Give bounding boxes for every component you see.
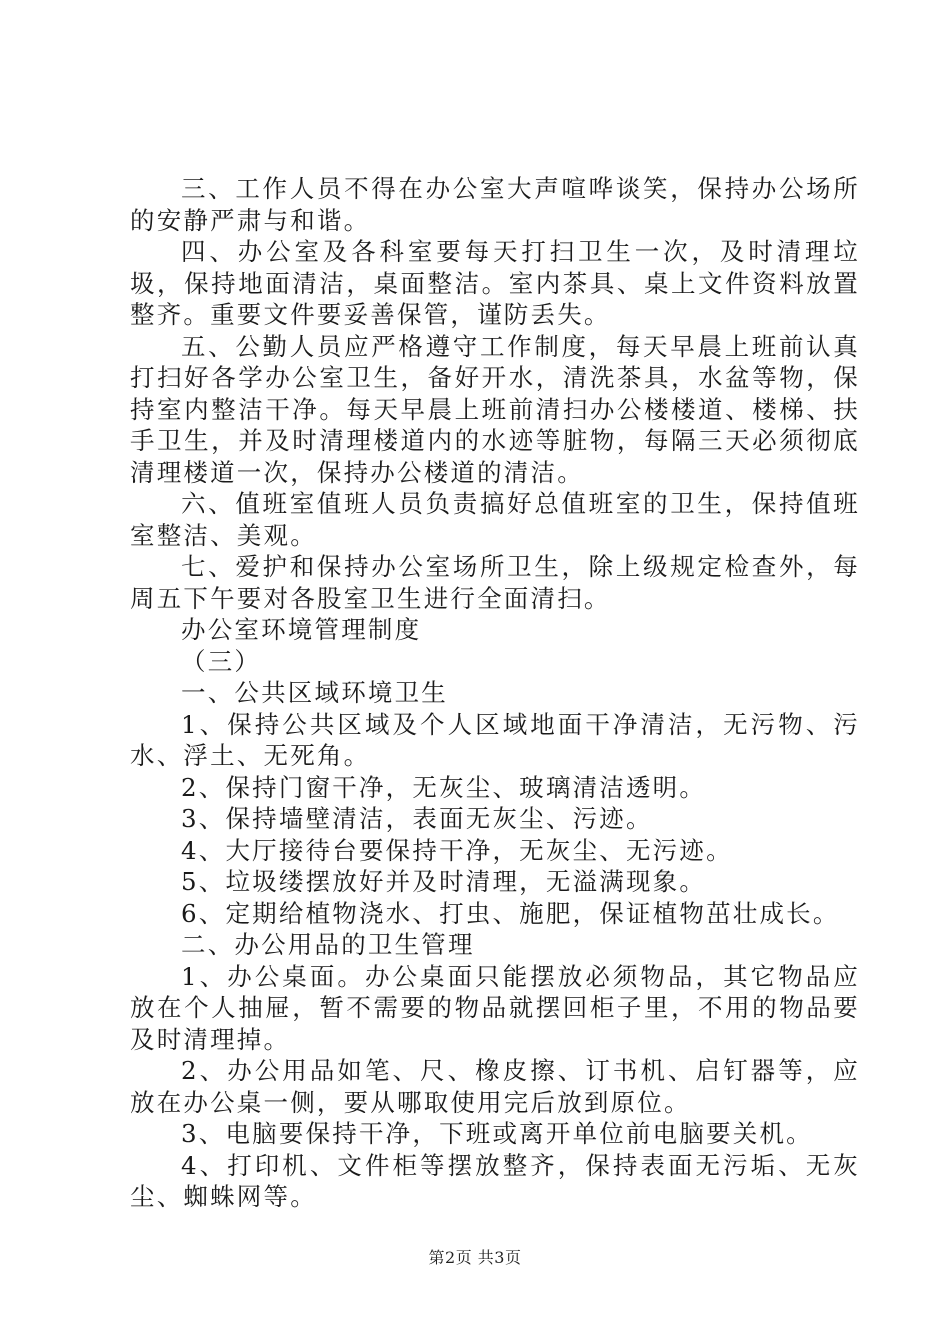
section-title: 办公室环境管理制度 (181, 615, 422, 644)
supplies-item-1: 1、办公桌面。办公桌面只能摆放必须物品，其它物品应放在个人抽屉，暂不需要的物品就摆回柜子里，不用的物品要及时清理掉。 (130, 961, 860, 1054)
public-item-6: 6、定期给植物浇水、打虫、施肥，保证植物茁壮成长。 (181, 898, 840, 928)
public-item-4: 4、大厅接待台要保持干净，无灰尘、无污迹。 (181, 835, 733, 865)
heading-public-area: 一、公共区域环境卫生 (181, 678, 448, 707)
supplies-item-2: 2、办公用品如笔、尺、橡皮擦、订书机、启钉器等，应放在办公桌一侧，要从哪取使用完后放到原位。 (130, 1056, 860, 1117)
section-number: （三） (181, 646, 262, 676)
supplies-item-4: 4、打印机、文件柜等摆放整齐，保持表面无污垢、无灰尘、蜘蛛网等。 (130, 1150, 860, 1211)
paragraph-rule-6: 六、值班室值班人员负责搞好总值班室的卫生，保持值班室整洁、美观。 (130, 489, 860, 550)
supplies-item-3: 3、电脑要保持干净，下班或离开单位前电脑要关机。 (181, 1119, 813, 1148)
paragraph-rule-4: 四、办公室及各科室要每天打扫卫生一次，及时清理垃圾，保持地面清洁，桌面整洁。室内茶具、桌上文件资料放置整齐。重要文件要妥善保管，谨防丢失。 (130, 237, 860, 329)
public-item-5: 5、垃圾缕摆放好并及时清理，无溢满现象。 (181, 867, 707, 896)
page-footer: 第2页 共3页 (428, 1248, 522, 1267)
public-item-3: 3、保持墙壁清洁，表面无灰尘、污迹。 (181, 804, 653, 833)
paragraph-rule-7: 七、爱护和保持办公室场所卫生，除上级规定检查外，每周五下午要对各股室卫生进行全面清扫。 (130, 552, 860, 613)
paragraph-rule-3: 三、工作人员不得在办公室大声喧哗谈笑，保持办公场所的安静严肃与和谐。 (130, 174, 860, 235)
public-item-2: 2、保持门窗干净，无灰尘、玻璃清洁透明。 (181, 772, 707, 802)
public-item-1: 1、保持公共区域及个人区域地面干净清洁，无污物、污水、浮土、无死角。 (130, 709, 860, 770)
document-body (130, 173, 860, 1213)
heading-office-supplies: 二、办公用品的卫生管理 (181, 930, 475, 959)
paragraph-rule-5: 五、公勤人员应严格遵守工作制度，每天早晨上班前认真打扫好各学办公室卫生，备好开水，清洗茶具，水盆等物，保持室内整洁干净。每天早晨上班前清扫办公楼楼道、楼梯、扶手卫生，并及时清理楼道内的水迹等脏物，每隔三天必须彻底清理楼道一次，保持办公楼道的清洁。 (130, 331, 860, 487)
